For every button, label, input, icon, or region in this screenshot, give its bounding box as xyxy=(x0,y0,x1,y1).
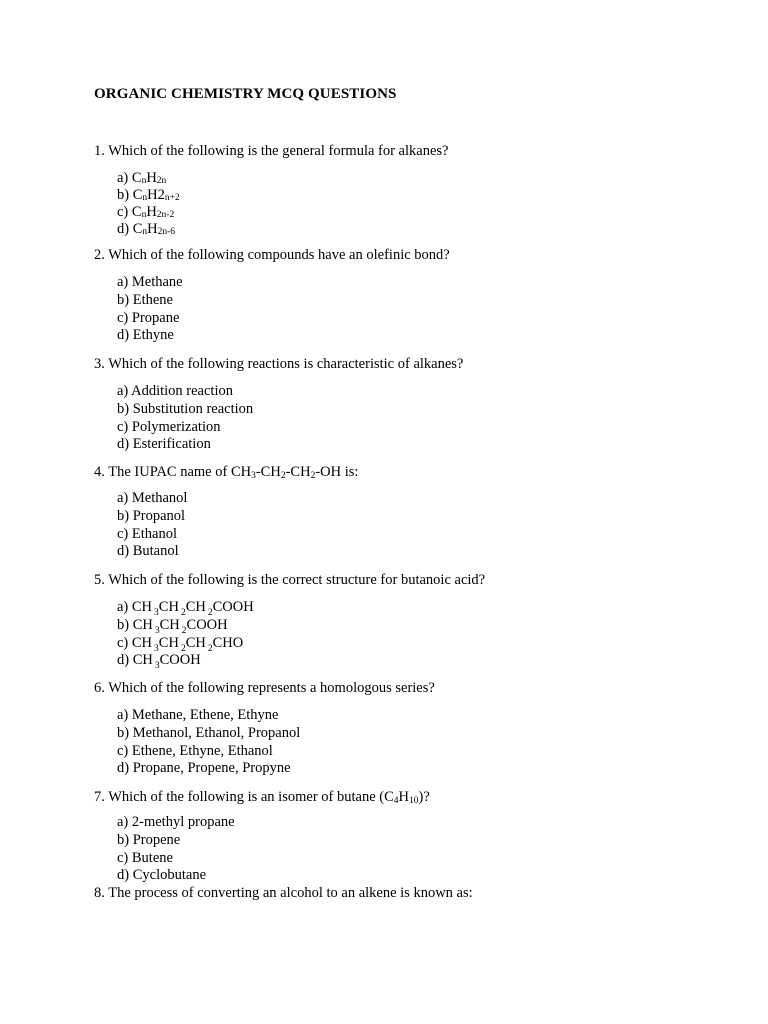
option-a: a) Methane xyxy=(117,274,183,290)
option-b: b) Substitution reaction xyxy=(117,400,254,417)
option-c: c) CnH2n-2 xyxy=(117,204,175,220)
question-text: 7. Which of the following is an isomer of butane $(C_4H_{10})$? xyxy=(94,789,430,806)
question-text: 6. Which of the following represents a homologous series? xyxy=(94,680,435,696)
option-d: d) Cyclobutane xyxy=(117,867,207,884)
question-text: 4. The IUPAC name of $CH_3-CH_2-CH_2-OH$ is: xyxy=(94,464,359,481)
option-a: a) CnH2n xyxy=(117,170,167,186)
option-c: c) Ethene, Ethyne, Ethanol xyxy=(117,742,273,759)
option-d: d) Ethyne xyxy=(117,327,174,344)
question-text: 2. Which of the following compounds have an olefinic bond? xyxy=(94,247,450,263)
option-b: b) CnH2n+2 xyxy=(117,187,180,203)
question-text: 5. Which of the following is the correct structure for butanoic acid? xyxy=(94,572,486,588)
options-list xyxy=(117,274,183,345)
options-list xyxy=(117,383,253,454)
page-title: ORGANIC CHEMISTRY MCQ QUESTIONS xyxy=(94,86,397,102)
option-a: a) CH $_3$CH $_2$CH $_2$COOH xyxy=(117,599,254,618)
option-c: c) Ethanol xyxy=(117,525,177,542)
option-d: d) CnH2n-6 xyxy=(117,221,176,237)
option-b: b) Propanol xyxy=(117,507,186,524)
option-d: d) Esterification xyxy=(117,436,211,453)
option-a: a) Methane, Ethene, Ethyne xyxy=(117,707,279,723)
option-c: c) CH $_3$CH $_2$CH $_2$CHO xyxy=(117,634,244,654)
options-list xyxy=(117,599,254,670)
option-b: b) CH $_3$CH $_2$COOH xyxy=(117,616,228,636)
option-b: b) Methanol, Ethanol, Propanol xyxy=(117,724,301,741)
option-a: a) Addition reaction xyxy=(117,383,233,399)
question-text: 3. Which of the following reactions is characteristic of alkanes? xyxy=(94,356,464,372)
option-d: d) Butanol xyxy=(117,543,179,560)
option-b: b) Propene xyxy=(117,831,181,848)
options-list xyxy=(117,814,235,885)
option-d: d) Propane, Propene, Propyne xyxy=(117,760,291,777)
option-c: c) Propane xyxy=(117,309,180,326)
question-text: 8. The process of converting an alcohol to an alkene is known as: xyxy=(94,885,473,901)
option-c: c) Polymerization xyxy=(117,418,221,435)
question-text: 1. Which of the following is the general formula for alkanes? xyxy=(94,143,449,159)
options-list xyxy=(117,170,180,238)
option-b: b) Ethene xyxy=(117,291,173,308)
option-d: d) CH $_3$COOH xyxy=(117,652,201,672)
options-list xyxy=(117,707,300,778)
option-c: c) Butene xyxy=(117,849,173,866)
options-list xyxy=(117,490,187,561)
option-a: a) Methanol xyxy=(117,490,188,506)
option-a: a) 2-methyl propane xyxy=(117,814,235,830)
